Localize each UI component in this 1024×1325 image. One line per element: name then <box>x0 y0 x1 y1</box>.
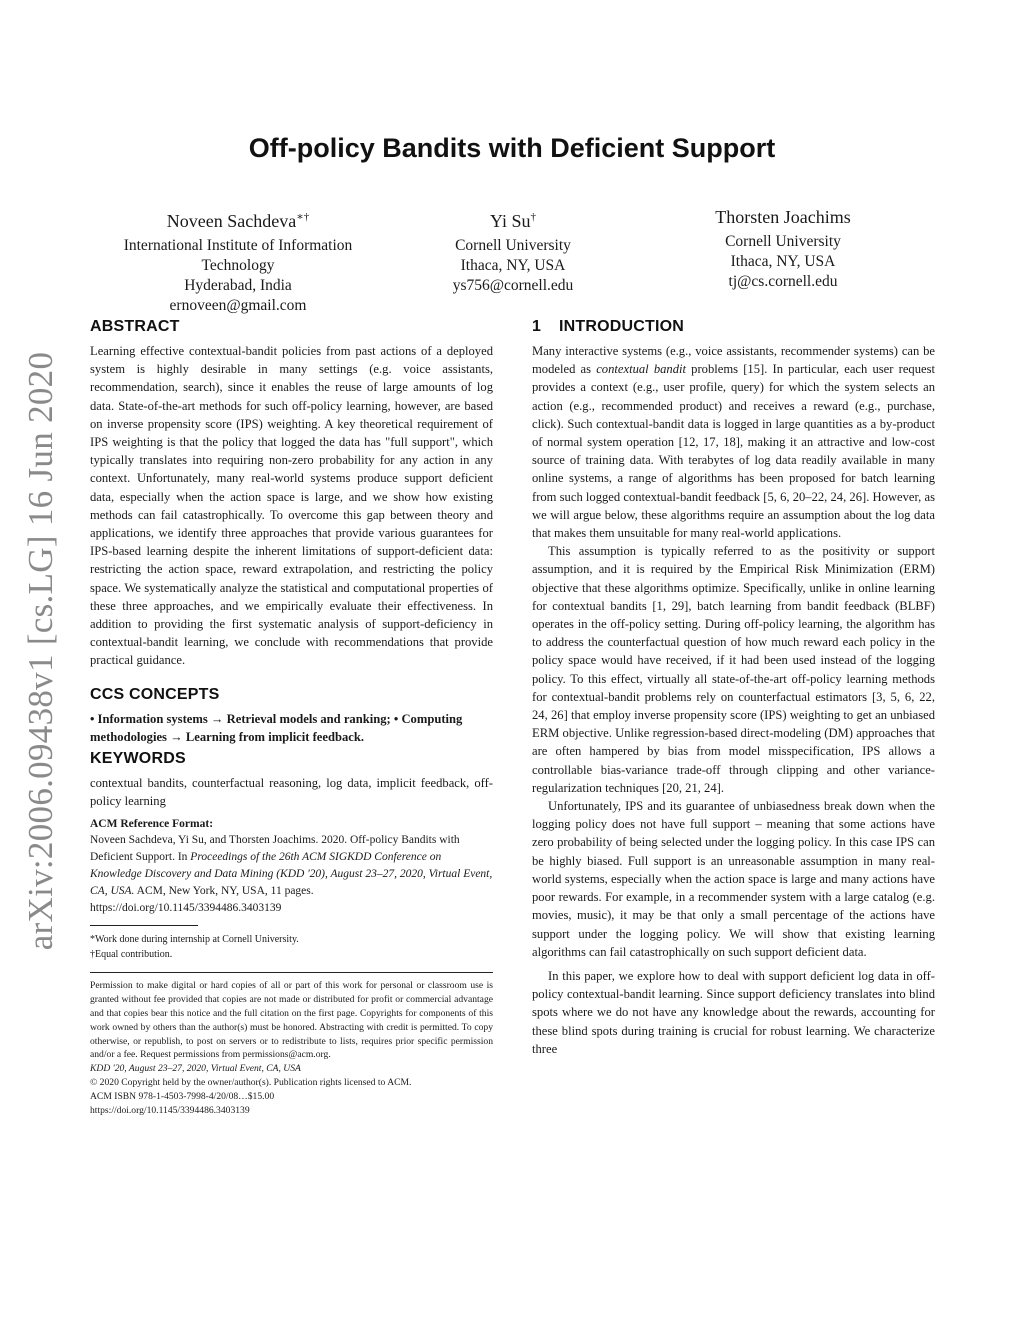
author-affiliation: Technology <box>201 257 275 274</box>
author-name: Yi Su† <box>489 211 537 231</box>
author-affiliation: International Institute of Information <box>123 237 353 254</box>
author-email[interactable]: ys756@cornell.edu <box>452 277 574 294</box>
permission-notice: Permission to make digital or hard copies of all or part of this work for personal or classroom use is granted without fee provided that copies are not made or distributed for profit or commercial advantage and that copies bear this notice and the full citation on the first page. Copyrights for components of this work owned by others than the author(s) must be honored. Abstracting with credit is permitted. To copy otherwise, or republish, to post on servers or to redistribute to lists, requires prior specific permission and/or a fee. Request permissions from permissions@acm.org. <box>90 980 493 1061</box>
footnote-1: *Work done during internship at Cornell University. <box>90 934 299 946</box>
left-column <box>90 318 493 1117</box>
paper-title: Off-policy Bandits with Deficient Support <box>248 133 776 163</box>
author-name: Thorsten Joachims <box>715 207 851 227</box>
permission-rule <box>90 972 493 973</box>
abstract-heading: ABSTRACT <box>90 318 180 335</box>
author-block-3 <box>673 204 893 292</box>
author-email[interactable]: tj@cs.cornell.edu <box>728 273 838 290</box>
ccs-heading: CCS CONCEPTS <box>90 685 220 703</box>
acm-ref-text: Noveen Sachdeva, Yi Su, and Thorsten Joachims. 2020. Off-policy Bandits with Deficient Support. In Proceedings of the 26th ACM SIGKDD Conference on Knowledge Discovery and Data Mining (KDD '20), August 23–27, 2020, Virtual Event, CA, USA. ACM, New York, NY, USA, 11 pages. https://doi.org/10.1145/3394486.3403139 <box>90 834 493 915</box>
intro-paragraph-1: Many interactive systems (e.g., voice assistants, recommender systems) can be modeled as contextual bandit problems [15]. In particular, each user request provides a context (e.g., user profile, query) for which the system selects an action (e.g., recommended product) and receives a reward (e.g., purchase, click). Such contextual-bandit data is logged in large quantities as a by-product of normal system operation [12, 17, 18], making it an attractive and low-cost source of training data. With terabytes of log data readily available in many online systems, a range of algorithms has been proposed for batch learning from such logged contextual-bandit feedback [5, 6, 20–22, 24, 26]. However, as we will argue below, these algorithms require an assumption about the log data that makes them unsuitable for many real-world applications. <box>532 344 935 541</box>
author-affiliation: Cornell University <box>725 233 841 250</box>
footnote-rule <box>90 925 198 926</box>
author-marks: ∗† <box>296 211 310 223</box>
right-column <box>532 318 935 1058</box>
author-email[interactable]: ernoveen@gmail.com <box>169 297 307 314</box>
abstract-text: Learning effective contextual-bandit policies from past actions of a deployed system is highly desirable in many settings (e.g. voice assistants, recommendation, search), since it enables the reuse of large amounts of log data. State-of-the-art methods for such off-policy learning, however, are based on inverse propensity score (IPS) weighting. A key theoretical requirement of IPS weighting is that the policy that logged the data has "full support", which typically translates into requiring non-zero probability for any action in any context. Unfortunately, many real-world systems produce support deficient data, especially when the action space is large, and we show how existing methods can fail catastrophically. To overcome this gap between theory and applications, we identify three approaches that provide various guarantees for IPS-based learning despite the inherent limitations of support-deficient data: restricting the action space, reward extrapolation, and restricting the policy space. We systematically analyze the statistical and computational properties of these three approaches, and we empirically evaluate their effectiveness. In addition to providing the first systematic analysis of support-deficiency in contextual-bandit learning, we conclude with recommendations that provide practical guidance. <box>90 344 493 668</box>
author-marks: † <box>530 211 537 223</box>
keywords-text: contextual bandits, counterfactual reasoning, log data, implicit feedback, off-policy learning <box>90 776 493 809</box>
arxiv-id: arXiv:2006.09438v1 [cs.LG] 16 Jun 2020 <box>21 351 60 951</box>
author-name: Noveen Sachdeva∗† <box>166 211 310 231</box>
intro-paragraph-3: Unfortunately, IPS and its guarantee of unbiasedness break down when the logging policy does not have full support – meaning that some actions have zero probability of being selected under the logging policy. In this case IPS can be highly biased. Full support is an unreasonable assumption in many real-world systems, especially when the action space is large and many actions have poor rewards. For example, in a recommender system with a large catalog (e.g. movies, music), it may be that only a small percentage of the actions have support under the logging policy. We will show that existing learning algorithms can fail catastrophically on such support deficient data. <box>532 799 935 959</box>
arxiv-stamp <box>20 351 62 951</box>
ccs-concepts: • Information systems → Retrieval models and ranking; • Computing methodologies → Learning from implicit feedback. <box>90 711 463 744</box>
author-block-1 <box>100 204 376 316</box>
acm-ref-heading: ACM Reference Format: <box>90 818 214 831</box>
section-number: 1 <box>532 318 542 335</box>
isbn-line: ACM ISBN 978-1-4503-7998-4/20/08…$15.00 <box>90 1090 275 1102</box>
keywords-heading: KEYWORDS <box>90 750 186 768</box>
author-location: Ithaca, NY, USA <box>460 257 566 274</box>
intro-paragraph-4: In this paper, we explore how to deal with support deficient log data in off-policy contextual-bandit learning. Since support deficiency translates into blind spots where we do not have any knowledge about the rewards, accounting for these blind spots during training is crucial for robust learning. We characterize three <box>532 968 935 1056</box>
author-location: Hyderabad, India <box>184 277 292 294</box>
intro-paragraph-2: This assumption is typically referred to as the positivity or support assumption, and it is required by the Empirical Risk Minimization (ERM) objective that these algorithms optimize. Specifically, unlike in online learning for contextual bandits [1, 29], batch learning from bandit feedback (BLBF) operates in the off-policy setting. During off-policy learning, the algorithm has to address the counterfactual question of how much reward each policy in the policy space would have received, if it had been used instead of the logging policy. To this effect, virtually all state-of-the-art off-policy learning methods for contextual-bandit problems rely on counterfactual estimators [3, 5, 6, 22, 24, 26] that employ inverse propensity score (IPS) weighting to get an unbiased ERM objective. Unlike regression-based direct-modeling (DM) approaches that are often hampered by bias from model misspecification, IPS allows a controllable bias-variance trade-off through clipping and other variance-regularization techniques [20, 21, 24]. <box>532 544 935 795</box>
copyright-line: © 2020 Copyright held by the owner/author(s). Publication rights licensed to ACM. <box>90 1077 412 1089</box>
footnote-2: †Equal contribution. <box>90 949 173 961</box>
author-location: Ithaca, NY, USA <box>730 253 836 270</box>
author-block-2 <box>413 204 613 296</box>
intro-heading: 1 INTRODUCTION <box>532 318 685 335</box>
author-affiliation: Cornell University <box>455 237 571 254</box>
venue-line: KDD '20, August 23–27, 2020, Virtual Event, CA, USA <box>90 1063 301 1075</box>
doi-link[interactable]: https://doi.org/10.1145/3394486.3403139 <box>90 1104 250 1116</box>
